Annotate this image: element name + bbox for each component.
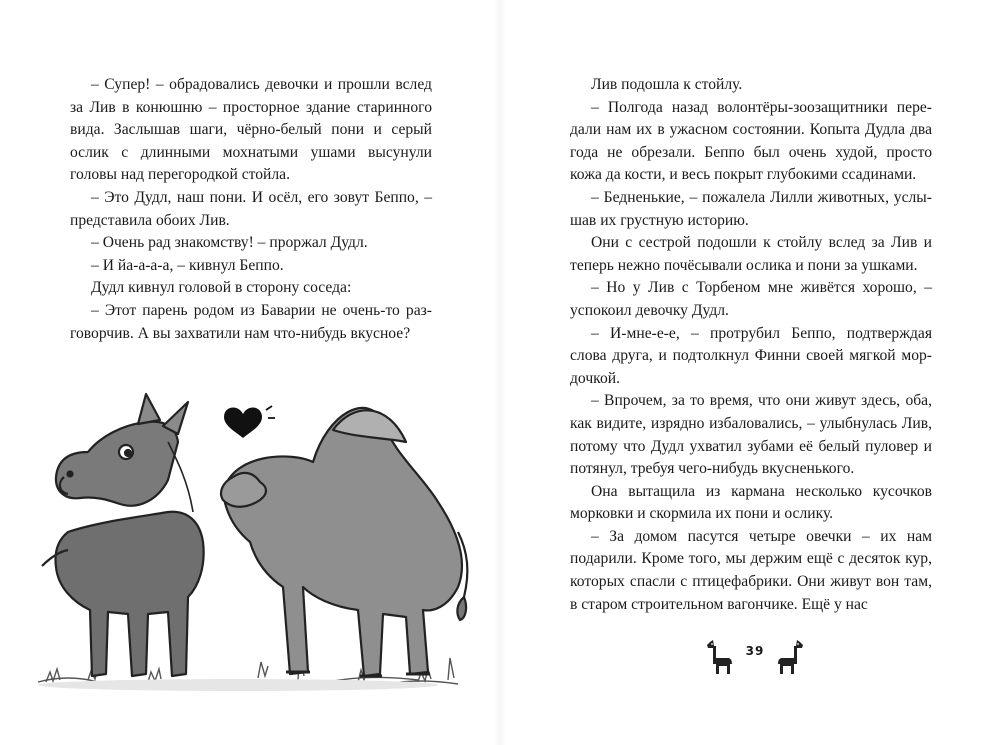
paragraph: – Полгода назад волонтёры-зоозащитники передали нам их в ужасном состоянии. Копыта Дудла два года не обрезали. Беппо был очень худой, просто кожа да кости, и весь покрыт глубокими ссадинами.	[570, 98, 932, 184]
paragraph: Дудл кивнул головой в сторону соседа:	[91, 279, 352, 297]
paragraph: – Но у Лив с Торбеном мне живётся хорошо, – успокоил девочку Дудл.	[570, 279, 932, 319]
donkey-icon	[42, 394, 266, 676]
paragraph: – Очень рад знакомству! – проржал Дудл.	[91, 234, 368, 252]
right-page-text	[570, 74, 932, 616]
paragraph: Она вытащила из кармана несколько кусочков морковки и скормила их пони и ослику.	[570, 482, 932, 523]
paragraph: – И йа-а-а-а, – кивнул Беппо.	[91, 256, 284, 274]
page-number: 39	[745, 644, 765, 658]
camel-icon	[223, 408, 467, 676]
paragraph: – Этот парень родом из Баварии не очень-то разговорчив. А вы захватили нам что-нибудь вкусное?	[70, 301, 432, 342]
paragraph: – Супер! – обрадовались девочки и прошли вслед за Лив в конюшню – просторное здание старинного вида. Заслышав шаги, чёрно-белый пони и серый ослик с длинными мохнатыми ушами высунули головы над перегородкой стойла.	[70, 76, 432, 184]
paragraph: Они с сестрой подошли к стойлу вслед за Лив и теперь нежно почёсывали ослика и пони за ушками.	[570, 234, 932, 274]
left-page-text	[70, 74, 432, 345]
page-folio	[704, 636, 806, 680]
paragraph: – Бедненькие, – пожалела Лилли животных, услышав их грустную историю.	[570, 188, 932, 229]
heart-icon	[224, 406, 275, 438]
llama-left-icon	[704, 638, 734, 678]
donkey-and-camel-with-heart-illustration	[28, 382, 478, 702]
paragraph: Лив подошла к стойлу.	[591, 76, 743, 93]
right-page	[500, 0, 1000, 745]
paragraph: – И-мне-е-е, – протрубил Беппо, подтверждая слова друга, и подтолкнул Финни своей мягкой мордочкой.	[570, 324, 932, 387]
paragraph: – За домом пасутся четыре овечки – их нам подарили. Кроме того, мы держим ещё с десяток кур, которых спасли с птицефабрики. Они живут вон там, в старом строительном вагончике. Ещё у нас	[570, 527, 932, 613]
paragraph: – Впрочем, за то время, что они живут здесь, оба, как видите, изрядно избаловались, – улыбнулась Лив, потому что Дудл ухватил зубами её белый пуловер и потянул, требуя чего-нибудь вкусненького.	[570, 392, 932, 478]
paragraph: – Это Дудл, наш пони. И осёл, его зовут Беппо, – представила обоих Лив.	[70, 188, 432, 229]
llama-right-icon	[776, 638, 806, 678]
